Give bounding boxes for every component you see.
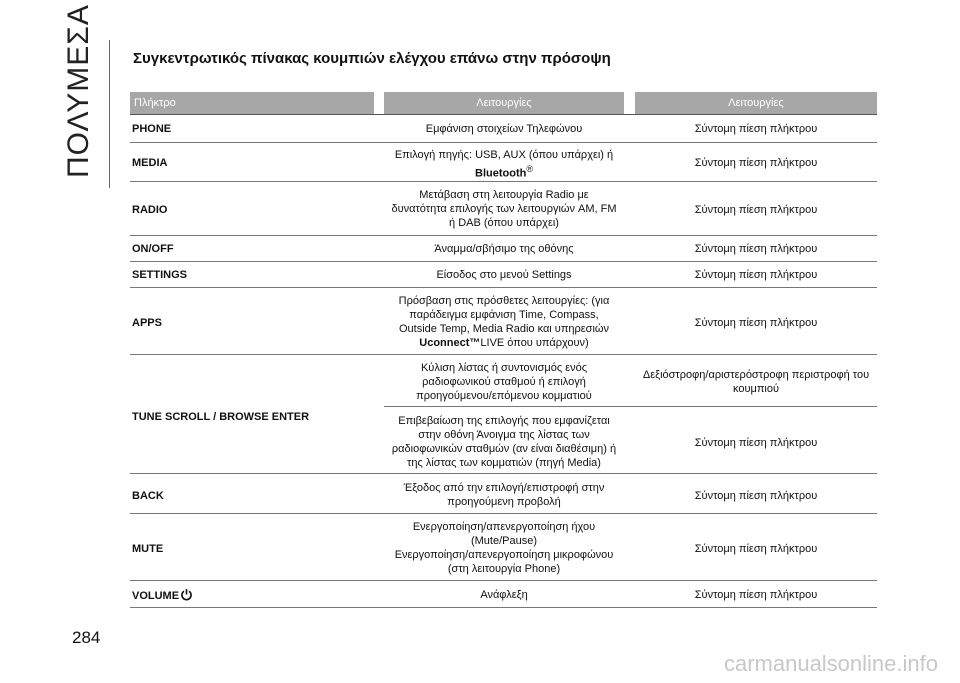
subrow-divider xyxy=(384,406,877,407)
key-apps: APPS xyxy=(132,317,162,329)
row-divider xyxy=(130,261,877,262)
func-mute-line2: (Mute/Pause) xyxy=(470,535,538,547)
func-mute-line3: Ενεργοποίηση/απενεργοποίηση μικροφώνου xyxy=(394,549,614,561)
func-mute-line4: (στη λειτουργία Phone) xyxy=(447,563,561,575)
key-mute: MUTE xyxy=(132,543,164,555)
act-media: Σύντομη πίεση πλήκτρου xyxy=(694,157,818,169)
controls-table xyxy=(130,92,877,602)
act-phone: Σύντομη πίεση πλήκτρου xyxy=(694,123,818,135)
func-onoff: Άναμμα/σβήσιμο της οθόνης xyxy=(434,243,574,255)
func-mute-line1: Ενεργοποίηση/απενεργοποίηση ήχου xyxy=(412,521,596,533)
key-tune-scroll: TUNE SCROLL / BROWSE ENTER xyxy=(132,411,310,423)
row-divider xyxy=(130,142,877,143)
func-tune-rotate xyxy=(384,361,624,403)
func-back xyxy=(384,481,624,509)
row-divider xyxy=(130,580,877,581)
key-volume-label: VOLUME xyxy=(132,590,180,602)
func-volume: Ανάφλεξη xyxy=(480,589,528,601)
page-number: 284 xyxy=(72,628,101,647)
func-settings: Είσοδος στο μενού Settings xyxy=(436,269,572,281)
func-radio-line3: ή DAB (όπου υπάρχει) xyxy=(449,217,559,229)
func-back-line2: προηγούμενη προβολή xyxy=(447,496,561,508)
act-back: Σύντομη πίεση πλήκτρου xyxy=(694,490,818,502)
func-tune-press-line4: της λίστας των κομματιών (πηγή Media) xyxy=(407,457,601,469)
func-apps-line3: Outside Temp, Media Radio και υπηρεσιών xyxy=(398,323,610,335)
func-tune-line2: ραδιοφωνικού σταθμού ή επιλογή xyxy=(422,376,586,388)
func-apps-line1: Πρόσβαση στις πρόσθετες λειτουργίες: (για xyxy=(398,295,610,307)
header-key: Πλήκτρο xyxy=(130,92,374,114)
row-divider xyxy=(130,181,877,182)
table-header xyxy=(130,92,877,114)
bluetooth-label: Bluetooth xyxy=(475,167,527,180)
func-media xyxy=(384,148,624,181)
func-radio-line2: δυνατότητα επιλογής των λειτουργιών AM, FM xyxy=(391,203,617,215)
act-tune-line1: Δεξιόστροφη/αριστερόστροφη περιστροφή του xyxy=(642,369,870,381)
row-divider xyxy=(130,473,877,474)
act-radio: Σύντομη πίεση πλήκτρου xyxy=(694,204,818,216)
func-tune-press xyxy=(384,414,624,470)
row-divider xyxy=(130,607,877,608)
func-tune-line1: Κύλιση λίστας ή συντονισμός ενός xyxy=(420,362,588,374)
live-text: LIVE όπου υπάρχουν) xyxy=(480,337,589,349)
func-apps xyxy=(384,294,624,350)
act-apps: Σύντομη πίεση πλήκτρου xyxy=(694,317,818,329)
func-tune-press-line3: ραδιοφωνικών σταθμών (αν είναι διαθέσιμη) ή xyxy=(391,443,617,455)
header-rule xyxy=(130,114,877,115)
watermark: carmanualsonline.info xyxy=(723,651,938,676)
func-radio-line1: Μετάβαση στη λειτουργία Radio με xyxy=(419,189,589,201)
func-back-line1: Έξοδος από την επιλογή/επιστροφή στην xyxy=(403,482,605,494)
key-onoff: ON/OFF xyxy=(132,243,174,255)
registered-mark: ® xyxy=(526,164,533,174)
func-mute xyxy=(384,520,624,576)
act-tune-press: Σύντομη πίεση πλήκτρου xyxy=(694,437,818,449)
act-mute: Σύντομη πίεση πλήκτρου xyxy=(694,543,818,555)
key-volume xyxy=(132,588,193,603)
func-radio xyxy=(384,188,624,230)
row-divider xyxy=(130,354,877,355)
key-back: BACK xyxy=(132,490,164,502)
func-apps-line4 xyxy=(384,336,624,350)
power-icon xyxy=(180,588,193,601)
func-media-line1: Επιλογή πηγής: USB, AUX (όπου υπάρχει) ή xyxy=(394,149,614,161)
uconnect-label: Uconnect™ xyxy=(419,337,481,349)
act-onoff: Σύντομη πίεση πλήκτρου xyxy=(694,243,818,255)
side-divider xyxy=(109,40,110,188)
act-volume: Σύντομη πίεση πλήκτρου xyxy=(694,589,818,601)
row-divider xyxy=(130,235,877,236)
row-divider xyxy=(130,287,877,288)
header-action: Λειτουργίες xyxy=(635,92,877,114)
act-tune-rotate xyxy=(635,368,877,396)
key-radio: RADIO xyxy=(132,204,168,216)
func-phone: Εμφάνιση στοιχείων Τηλεφώνου xyxy=(425,123,583,135)
key-phone: PHONE xyxy=(132,123,172,135)
page-title: Συγκεντρωτικός πίνακας κουμπιών ελέγχου επάνω στην πρόσοψη xyxy=(133,50,611,67)
func-tune-line3: προηγούμενου/επόμενου κομματιού xyxy=(416,390,592,402)
key-media: MEDIA xyxy=(132,157,168,169)
func-tune-press-line2: στην οθόνη Άνοιγμα της λίστας των xyxy=(418,429,590,441)
func-apps-line2: παράδειγμα εμφάνιση Time, Compass, xyxy=(409,309,599,321)
act-tune-line2: κουμπιού xyxy=(732,383,779,395)
func-media-line2 xyxy=(384,162,624,181)
section-side-label: ΠΟΛΥΜΕΣΑ xyxy=(62,4,95,178)
func-tune-press-line1: Επιβεβαίωση της επιλογής που εμφανίζεται xyxy=(398,415,610,427)
key-settings: SETTINGS xyxy=(132,269,188,281)
row-divider xyxy=(130,513,877,514)
act-settings: Σύντομη πίεση πλήκτρου xyxy=(694,269,818,281)
header-function: Λειτουργίες xyxy=(384,92,624,114)
